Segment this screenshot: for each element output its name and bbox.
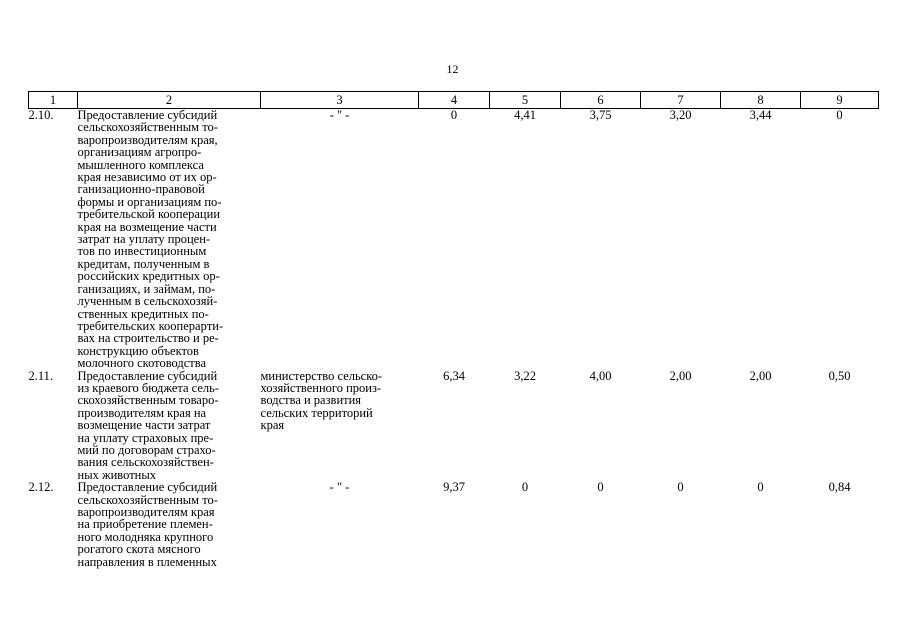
description-line: вания сельскохозяйствен- xyxy=(77,455,214,470)
description-line: Предоставление субсидий xyxy=(77,108,218,122)
description-line: варопроизводителям края xyxy=(77,505,215,519)
value-cell: 3,20 xyxy=(669,108,692,122)
row-description xyxy=(78,481,261,568)
value-cell: 0,84 xyxy=(828,480,851,495)
description-line: ного молодняка крупного xyxy=(77,529,214,544)
value-cell: 2,00 xyxy=(669,368,692,383)
row-number: 2.11. xyxy=(28,368,54,383)
column-number: 7 xyxy=(641,92,721,109)
value-cell: 3,75 xyxy=(589,108,612,122)
value-cell: 3,44 xyxy=(749,108,772,122)
value-cell: 9,37 xyxy=(443,480,465,495)
description-line: мышленного комплекса xyxy=(77,157,204,172)
value-cell: 4,00 xyxy=(589,368,612,383)
row-responsible xyxy=(261,481,419,568)
description-line: тов по инвестиционным xyxy=(77,244,207,259)
description-line: требительской кооперации xyxy=(77,207,221,222)
value-cell: 4,41 xyxy=(514,108,536,122)
description-line: конструкцию объектов xyxy=(77,343,199,358)
description-line: ных животных xyxy=(77,467,156,482)
responsible-line: сельских территорий xyxy=(260,405,373,420)
description-line: края на возмещение части xyxy=(77,219,217,234)
column-number: 2 xyxy=(78,92,261,109)
description-line: на уплату страховых пре- xyxy=(77,430,214,445)
description-line: скохозяйственным товаро- xyxy=(77,393,219,408)
description-line: мий по договорам страхо- xyxy=(77,442,216,457)
value-cell: 2,00 xyxy=(749,368,772,383)
column-number: 4 xyxy=(419,92,490,109)
column-number: 3 xyxy=(261,92,419,109)
column-number: 6 xyxy=(561,92,641,109)
row-description xyxy=(78,370,261,482)
column-number: 8 xyxy=(721,92,801,109)
value-cell: 0 xyxy=(521,480,529,495)
description-line: сельскохозяйственным то- xyxy=(77,492,218,507)
description-line: формы и организациям по- xyxy=(77,194,222,209)
value-cell: 0 xyxy=(836,108,843,122)
row-responsible xyxy=(261,370,419,482)
value-cell: 6,34 xyxy=(443,368,465,383)
responsible-line: хозяйственного произ- xyxy=(260,380,382,395)
responsible-line: водства и развития xyxy=(260,393,362,408)
value-cell: 0 xyxy=(677,480,684,495)
responsible-line: края xyxy=(260,418,285,433)
description-line: молочного скотоводства xyxy=(77,356,207,371)
description-line: производителям края на xyxy=(77,405,207,420)
column-number: 9 xyxy=(801,92,879,109)
column-number: 5 xyxy=(490,92,561,109)
table-row xyxy=(29,370,879,482)
description-line: направления в племенных xyxy=(77,554,217,569)
description-line: сельскохозяйственным то- xyxy=(77,120,218,135)
description-line: лученным в сельскохозяй- xyxy=(77,294,218,309)
description-line: российских кредитных ор- xyxy=(77,269,220,284)
column-number: 1 xyxy=(29,92,78,109)
table-row xyxy=(29,481,879,568)
description-line: рогатого скота мясного xyxy=(77,542,201,557)
description-line: края независимо от их ор- xyxy=(77,170,217,185)
row-description xyxy=(78,109,261,370)
row-responsible xyxy=(261,109,419,370)
description-line: возмещение части затрат xyxy=(77,418,211,433)
description-line: кредитам, полученным в xyxy=(77,256,210,271)
description-line: Предоставление субсидий xyxy=(77,368,218,383)
description-line: ганизациях, и займам, по- xyxy=(77,281,216,296)
ditto-mark: - " - xyxy=(329,108,350,122)
description-line: вах на строительство и ре- xyxy=(77,331,219,346)
description-line: Предоставление субсидий xyxy=(77,480,218,495)
page-number: 12 xyxy=(446,62,459,76)
description-line: организациям агропро- xyxy=(77,145,202,160)
row-number: 2.10. xyxy=(28,108,54,122)
value-cell: 3,22 xyxy=(514,368,536,383)
description-line: затрат на уплату процен- xyxy=(77,232,211,247)
description-line: требительских коопераpти- xyxy=(77,318,224,333)
description-line: ганизационно-правовой xyxy=(77,182,205,197)
row-number: 2.12. xyxy=(28,480,54,495)
value-cell: 0,50 xyxy=(828,368,851,383)
ditto-mark: - " - xyxy=(329,480,350,495)
description-line: на приобретение племен- xyxy=(77,517,213,532)
value-cell: 0 xyxy=(597,480,604,495)
value-cell: 0 xyxy=(757,480,764,495)
budget-table xyxy=(28,91,879,568)
value-cell: 0 xyxy=(450,108,458,122)
description-line: варопроизводителям края, xyxy=(77,132,218,147)
column-number-row xyxy=(29,92,879,109)
description-line: из краевого бюджета сель- xyxy=(77,380,220,395)
responsible-line: министерство сельско- xyxy=(260,368,383,383)
description-line: ственных кредитных по- xyxy=(77,306,209,321)
table-row xyxy=(29,109,879,370)
